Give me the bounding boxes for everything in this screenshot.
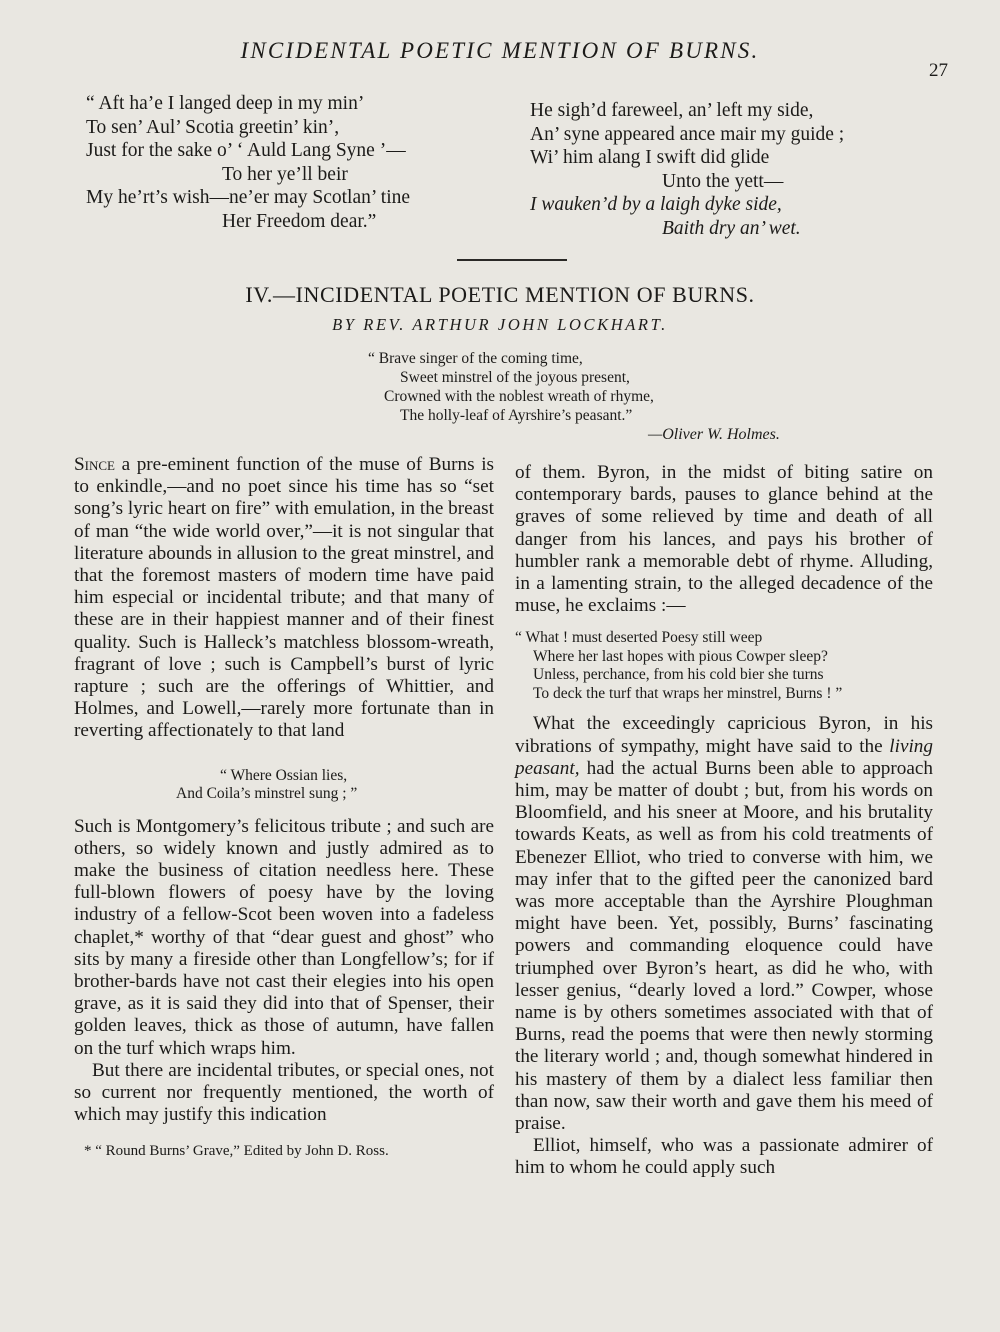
poem-line-italic: Baith dry an’ wet. xyxy=(662,217,801,239)
poem-line: Unto the yett— xyxy=(662,170,784,192)
poem-line xyxy=(530,217,844,241)
quote-line: “ Where Ossian lies, xyxy=(220,766,348,784)
poem-line: Wi’ him alang I swift did glide xyxy=(530,147,770,168)
paragraph: Elliot, himself, who was a passionate admirer of him to whom he could apply such xyxy=(515,1135,933,1179)
poem-line: Her Freedom dear.” xyxy=(222,210,377,232)
poem-line: To her ye’ll beir xyxy=(222,163,348,185)
epigraph-line: Sweet minstrel of the joyous present, xyxy=(400,369,630,386)
epigraph xyxy=(368,349,654,425)
paragraph: of them. Byron, in the midst of biting satire on contemporary bards, pauses to glance behind at the graves of some relieved by time and death of all danger from his lances, and pays his brother of humbler rank a memorable debt of rhyme. Alluding, in a lamenting strain, to the alleged decadence of the muse, he exclaims :— xyxy=(515,462,933,617)
epigraph-line: Crowned with the noblest wreath of rhyme, xyxy=(384,388,654,405)
byron-quote xyxy=(515,629,933,703)
poem-line: My he’rt’s wish—ne’er may Scotlan’ tine xyxy=(86,187,411,208)
poem-line-italic: I wauken’d by a laigh dyke side, xyxy=(530,194,782,215)
top-poem-left xyxy=(86,92,410,233)
page-number: 27 xyxy=(929,60,948,81)
poem-line: An’ syne appeared ance mair my guide ; xyxy=(530,123,845,145)
emphasis: living peasant, xyxy=(515,735,933,779)
epigraph-line: “ Brave singer of the coming time, xyxy=(368,350,583,367)
paragraph xyxy=(74,454,494,743)
poem-line: To sen’ Aul’ Scotia greetin’ kin’, xyxy=(86,116,340,138)
article-heading: IV.—INCIDENTAL POETIC MENTION OF BURNS. xyxy=(245,282,755,307)
epigraph-line: The holly-leaf of Ayrshire’s peasant.” xyxy=(400,407,633,424)
quote-line: “ What ! must deserted Poesy still weep xyxy=(515,629,763,647)
paragraph-text: What the exceedingly capricious Byron, in his vibrations of sympathy, might have said to the xyxy=(515,713,933,757)
paragraph: Such is Montgomery’s felicitous tribute ; and such are others, so widely known and justly admired as to make the business of citation needless here. These full-blown flowers of poesy have by the loving industry of a fellow-Scot been woven into a fadeless chaplet,* worthy of that “dear guest and ghost” who sits by many a fireside other than Longfellow’s; for if brother-bards have not cast their elegies into his open grave, as it is said they did into that of Spenser, their golden leaves, thick as those of autumn, have fallen on the turf which wraps him. xyxy=(74,815,494,1059)
paragraph-text: had the actual Burns been able to approach him, may be matter of doubt ; but, from his words on Bloomfield, and his sneer at Moore, and his brutality towards Keats, as well as from his cold treatments of Ebenezer Elliot, who tried to converse with him, we may infer that to the gifted peer the canonized bard was more acceptable than the Ayrshire Ploughman might have been. Yet, possibly, Burns’ fascinating powers and commanding eloquence could have triumphed over Byron’s heart, as did he who, with lesser genius, “dearly loved a lord.” Cowper, whose name is by others sometimes associated with that of Burns, read the poems that were then newly storming the literary world ; and, though somewhat hindered in his mastery of them by a dialect less familiar then than now, saw their worth and gave them his meed of praise. xyxy=(515,757,933,1135)
section-divider xyxy=(457,259,567,261)
left-column xyxy=(74,454,494,1163)
quote-line: And Coila’s minstrel sung ; ” xyxy=(176,785,358,803)
running-title: INCIDENTAL POETIC MENTION OF BURNS. xyxy=(240,38,760,63)
quote-line: Unless, perchance, from his cold bier she turns xyxy=(533,666,824,684)
right-column xyxy=(515,462,933,1180)
ossian-quote xyxy=(176,767,494,804)
epigraph-attribution: —Oliver W. Holmes. xyxy=(648,426,780,443)
quote-line: To deck the turf that wraps her minstrel, Burns ! ” xyxy=(533,684,843,702)
paragraph xyxy=(515,713,933,1135)
poem-line: He sigh’d fareweel, an’ left my side, xyxy=(530,100,814,121)
poem-line: Just for the sake o’ ‘ Auld Lang Syne ’— xyxy=(86,140,406,161)
paragraph: But there are incidental tributes, or special ones, not so current nor frequently mentioned, the worth of which may justify this indication xyxy=(74,1059,494,1126)
byline: BY REV. ARTHUR JOHN LOCKHART. xyxy=(332,315,668,334)
quote-line: Where her last hopes with pious Cowper sleep? xyxy=(533,647,828,665)
lead-word: Since xyxy=(74,454,116,475)
poem-line xyxy=(530,193,844,217)
top-poem-right xyxy=(530,99,844,240)
paragraph-text: a pre-eminent function of the muse of Burns is to enkindle,—and no poet since his time has so “set song’s lyric heart on fire” with emulation, in the breast of man “the wide world over,”—it is not singular that literature abounds in allusion to the great minstrel, and that the foremost masters of modern time have paid him especial or incidental tribute; and that many of these are in their happiest manner and of their finest quality. Such is Halleck’s matchless blossom-wreath, fragrant of love ; such is Campbell’s burst of lyric rapture ; such are the offerings of Whittier, and Holmes, and Lowell,—rarely more fortunate than in reverting affectionately to that land xyxy=(74,454,494,742)
poem-line: “ Aft ha’e I langed deep in my min’ xyxy=(86,93,365,114)
footnote: * “ Round Burns’ Grave,” Edited by John D. Ross. xyxy=(84,1143,389,1160)
